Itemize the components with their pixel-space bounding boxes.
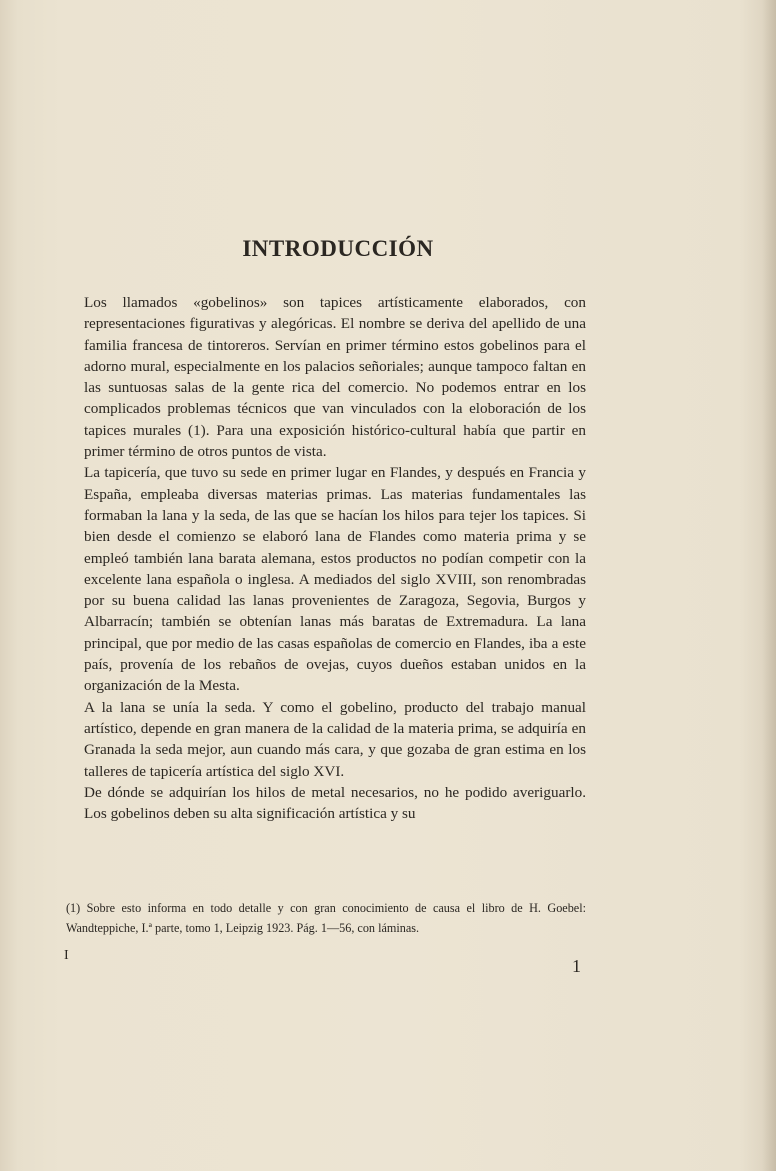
signature-mark: I — [64, 948, 69, 963]
body-text — [84, 292, 586, 824]
chapter-title: INTRODUCCIÓN — [242, 236, 434, 261]
footnote: (1) Sobre esto informa en todo detalle y con gran conocimiento de causa el libro de H. Goebel: Wandteppiche, I.ª parte, tomo 1, Leipzig 1923. Pág. 1—56, con láminas. — [66, 901, 586, 935]
page-number: 1 — [572, 956, 581, 976]
paragraph-4: De dónde se adquirían los hilos de metal necesarios, no he podido averiguarlo. Los gobelinos deben su alta significación artística y su — [84, 783, 586, 823]
paragraph-2: La tapicería, que tuvo su sede en primer lugar en Flandes, y después en Francia y España, empleaba diversas materias primas. Las materias fundamentales las formaban la lana y la seda, de las que se hacían los hilos para tejer los tapices. Si bien desde el comienzo se elaboró lana de Flandes como materia prima y se empleó también lana barata alemana, estos productos no podían competir con la excelente lana española o inglesa. A mediados del siglo XVIII, son renombradas por su buena calidad las lanas provenientes de Zaragoza, Segovia, Burgos y Albarracín; también se obtenían lanas más baratas de Extremadura. La lana principal, que por medio de las casas españolas de comercio en Flandes, iba a este país, provenía de los rebaños de ovejas, cuyos dueños estaban unidos en la organización de la Mesta. — [84, 464, 586, 695]
page-edge-shadow — [762, 0, 776, 1171]
paragraph-1: Los llamados «gobelinos» son tapices artísticamente elaborados, con representaciones figurativas y alegóricas. El nombre se deriva del apellido de una familia francesa de tintoreros. Servían en primer término estos gobelinos para el adorno mural, especialmente en los palacios señoriales; aunque tampoco faltan en las suntuosas salas de la gente rica del comercio. No podemos entrar en los complicados problemas técnicos que van vinculados con la eloboración de los tapices murales (1). Para una exposición histórico-cultural había que partir en primer término de otros puntos de vista. — [84, 294, 586, 461]
paragraph-3: A la lana se unía la seda. Y como el gobelino, producto del trabajo manual artístico, depende en gran manera de la calidad de la materia prima, se adquiría en Granada la seda mejor, aun cuando más cara, y que gozaba de gran estima en los talleres de tapicería artística del siglo XVI. — [84, 698, 586, 780]
